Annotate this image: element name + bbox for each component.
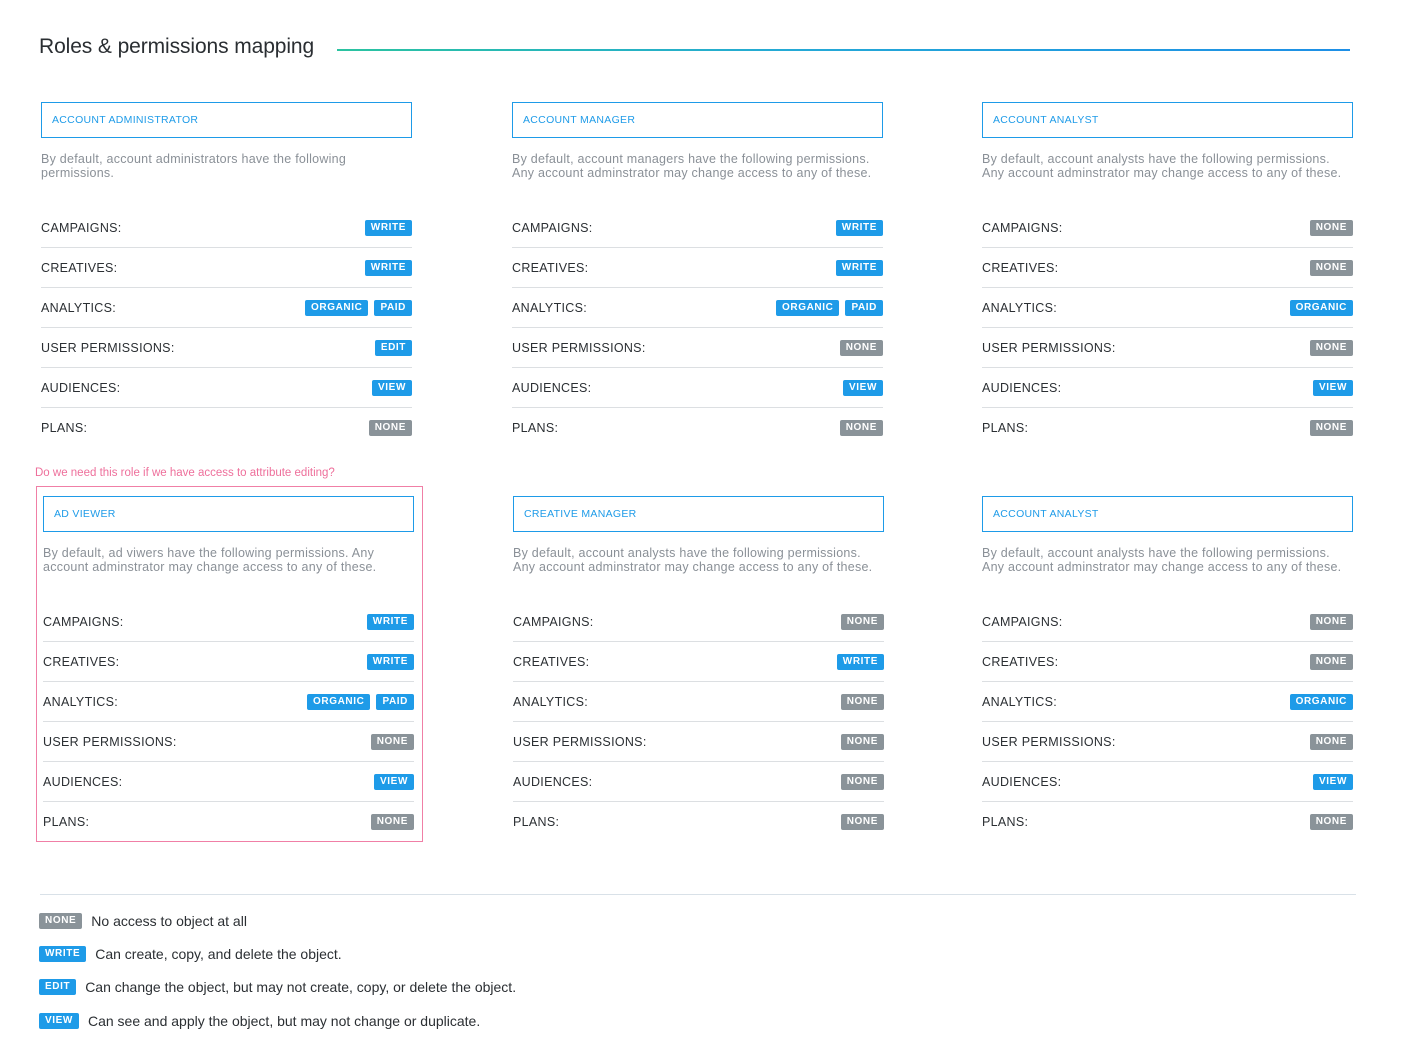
permission-row-plans: [512, 408, 883, 448]
permission-label: CAMPAIGNS:: [512, 220, 593, 235]
permission-row-plans: [41, 408, 412, 448]
permission-badges: [1310, 614, 1353, 630]
permission-label: ANALYTICS:: [982, 300, 1058, 315]
permission-row-creatives: [982, 642, 1353, 682]
none-badge: NONE: [1310, 734, 1353, 750]
permission-row-analytics: [513, 682, 884, 722]
permission-row-campaigns: [41, 208, 412, 248]
permission-label: CREATIVES:: [43, 654, 120, 669]
role-card-account-manager: [512, 102, 883, 448]
none-badge: NONE: [1310, 814, 1353, 830]
paid-badge: PAID: [374, 300, 412, 316]
view-badge: VIEW: [372, 380, 412, 396]
permission-label: PLANS:: [43, 815, 90, 829]
role-description: By default, account analysts have the following permissions. Any account adminstrator may change access to any of these.: [982, 152, 1342, 180]
paid-badge: PAID: [845, 300, 883, 316]
permission-badges: [841, 774, 884, 790]
permission-badges: [305, 300, 412, 316]
permission-row-user-permissions: [982, 722, 1353, 762]
permission-badges: [1310, 260, 1353, 276]
permission-label: PLANS:: [982, 815, 1029, 829]
permission-badges: [365, 220, 412, 236]
write-badge: WRITE: [367, 614, 414, 630]
permission-label: CREATIVES:: [41, 260, 118, 275]
page-header: [39, 34, 1351, 66]
none-badge: NONE: [1310, 614, 1353, 630]
permission-badges: [843, 380, 883, 396]
write-badge: WRITE: [365, 220, 412, 236]
permission-label: USER PERMISSIONS:: [513, 734, 647, 749]
role-title[interactable]: ACCOUNT ANALYST: [982, 102, 1353, 138]
permission-label: ANALYTICS:: [43, 694, 119, 709]
role-title[interactable]: ACCOUNT ADMINISTRATOR: [41, 102, 412, 138]
none-badge: NONE: [369, 420, 412, 436]
title-divider: [337, 49, 1350, 51]
permission-badges: [841, 814, 884, 830]
permission-row-creatives: [512, 248, 883, 288]
view-badge: VIEW: [39, 1013, 79, 1029]
permission-row-creatives: [43, 642, 414, 682]
permission-badges: [1310, 734, 1353, 750]
permission-badges: [1290, 694, 1353, 710]
permission-label: PLANS:: [982, 421, 1029, 435]
permission-label: AUDIENCES:: [513, 774, 593, 789]
paid-badge: PAID: [376, 694, 414, 710]
permission-badges: [776, 300, 883, 316]
permission-label: CREATIVES:: [513, 654, 590, 669]
permission-label: ANALYTICS:: [512, 300, 588, 315]
organic-badge: ORGANIC: [305, 300, 368, 316]
page-title: Roles & permissions mapping: [39, 35, 315, 58]
permission-label: ANALYTICS:: [41, 300, 117, 315]
permission-label: CAMPAIGNS:: [41, 220, 122, 235]
permission-badges: [371, 814, 414, 830]
review-comment: Do we need this role if we have access to attribute editing?: [35, 467, 335, 479]
permission-badges: [841, 614, 884, 630]
permission-row-campaigns: [512, 208, 883, 248]
permission-row-analytics: [982, 288, 1353, 328]
none-badge: NONE: [841, 814, 884, 830]
permission-row-campaigns: [982, 208, 1353, 248]
permission-row-creatives: [513, 642, 884, 682]
permission-label: CREATIVES:: [982, 654, 1059, 669]
permission-badges: [372, 380, 412, 396]
role-description: By default, account analysts have the following permissions. Any account adminstrator may change access to any of these.: [513, 546, 873, 574]
role-description: By default, account analysts have the following permissions. Any account adminstrator may change access to any of these.: [982, 546, 1342, 574]
view-badge: VIEW: [843, 380, 883, 396]
legend-row-none: [39, 913, 247, 929]
permission-badges: [841, 694, 884, 710]
none-badge: NONE: [1310, 340, 1353, 356]
permission-row-campaigns: [982, 602, 1353, 642]
role-title[interactable]: AD VIEWER: [43, 496, 414, 532]
permission-row-plans: [513, 802, 884, 842]
permission-label: USER PERMISSIONS:: [512, 340, 646, 355]
none-badge: NONE: [1310, 420, 1353, 436]
permission-row-audiences: [982, 368, 1353, 408]
permission-badges: [840, 340, 883, 356]
permission-label: CAMPAIGNS:: [982, 220, 1063, 235]
permission-row-user-permissions: [982, 328, 1353, 368]
permission-label: PLANS:: [41, 421, 88, 435]
role-card-creative-manager: [513, 496, 884, 842]
permission-badges: [1310, 814, 1353, 830]
permission-label: AUDIENCES:: [43, 774, 123, 789]
permission-row-audiences: [512, 368, 883, 408]
permission-row-analytics: [43, 682, 414, 722]
permission-row-user-permissions: [512, 328, 883, 368]
view-badge: VIEW: [374, 774, 414, 790]
organic-badge: ORGANIC: [1290, 694, 1353, 710]
permission-row-analytics: [41, 288, 412, 328]
permission-badges: [837, 654, 884, 670]
permission-list: [512, 208, 883, 448]
permission-row-plans: [43, 802, 414, 842]
permission-label: PLANS:: [512, 421, 559, 435]
permission-badges: [369, 420, 412, 436]
permission-label: CREATIVES:: [982, 260, 1059, 275]
organic-badge: ORGANIC: [1290, 300, 1353, 316]
permission-badges: [365, 260, 412, 276]
permission-row-campaigns: [513, 602, 884, 642]
role-description: By default, account managers have the following permissions. Any account adminstrator may change access to any of these.: [512, 152, 872, 180]
none-badge: NONE: [841, 774, 884, 790]
permission-badges: [307, 694, 414, 710]
permission-badges: [1310, 340, 1353, 356]
none-badge: NONE: [371, 814, 414, 830]
permission-row-audiences: [43, 762, 414, 802]
none-badge: NONE: [371, 734, 414, 750]
permission-label: AUDIENCES:: [41, 380, 121, 395]
none-badge: NONE: [841, 614, 884, 630]
permission-badges: [367, 654, 414, 670]
permission-badges: [367, 614, 414, 630]
legend-description: Can create, copy, and delete the object.: [95, 946, 342, 962]
permission-badges: [836, 260, 883, 276]
permission-label: AUDIENCES:: [982, 380, 1062, 395]
permission-badges: [841, 734, 884, 750]
permission-badges: [836, 220, 883, 236]
permission-badges: [1290, 300, 1353, 316]
permission-row-plans: [982, 408, 1353, 448]
role-title[interactable]: ACCOUNT MANAGER: [512, 102, 883, 138]
permission-row-audiences: [513, 762, 884, 802]
write-badge: WRITE: [367, 654, 414, 670]
permission-label: USER PERMISSIONS:: [41, 340, 175, 355]
role-card-account-analyst: [982, 102, 1353, 448]
permission-label: CAMPAIGNS:: [43, 614, 124, 629]
permission-label: USER PERMISSIONS:: [43, 734, 177, 749]
view-badge: VIEW: [1313, 774, 1353, 790]
permission-label: AUDIENCES:: [512, 380, 592, 395]
write-badge: WRITE: [836, 260, 883, 276]
write-badge: WRITE: [39, 946, 86, 962]
none-badge: NONE: [841, 734, 884, 750]
role-description: By default, account administrators have the following permissions.: [41, 152, 347, 180]
permission-row-user-permissions: [513, 722, 884, 762]
none-badge: NONE: [841, 694, 884, 710]
permission-list: [43, 602, 414, 842]
permission-row-analytics: [512, 288, 883, 328]
permission-badges: [1313, 774, 1353, 790]
permission-list: [513, 602, 884, 842]
write-badge: WRITE: [836, 220, 883, 236]
organic-badge: ORGANIC: [776, 300, 839, 316]
write-badge: WRITE: [365, 260, 412, 276]
permission-row-analytics: [982, 682, 1353, 722]
legend-row-write: [39, 946, 342, 962]
permission-row-campaigns: [43, 602, 414, 642]
permission-list: [982, 602, 1353, 842]
role-title[interactable]: ACCOUNT ANALYST: [982, 496, 1353, 532]
edit-badge: EDIT: [375, 340, 412, 356]
permission-badges: [1310, 220, 1353, 236]
permission-row-creatives: [982, 248, 1353, 288]
permission-row-creatives: [41, 248, 412, 288]
none-badge: NONE: [840, 340, 883, 356]
edit-badge: EDIT: [39, 979, 76, 995]
legend-row-view: [39, 1013, 480, 1029]
permission-badges: [1313, 380, 1353, 396]
permission-label: CAMPAIGNS:: [982, 614, 1063, 629]
permission-label: CREATIVES:: [512, 260, 589, 275]
permission-badges: [371, 734, 414, 750]
permission-list: [41, 208, 412, 448]
permission-row-user-permissions: [41, 328, 412, 368]
role-description: By default, ad viwers have the following permissions. Any account adminstrator may change access to any of these.: [43, 546, 377, 574]
role-card-account-analyst-2: [982, 496, 1353, 842]
legend-description: Can see and apply the object, but may not change or duplicate.: [87, 1013, 481, 1029]
none-badge: NONE: [1310, 220, 1353, 236]
legend-row-edit: [39, 979, 516, 995]
permission-row-audiences: [982, 762, 1353, 802]
permission-label: AUDIENCES:: [982, 774, 1062, 789]
role-card-ad-viewer: [43, 496, 414, 842]
legend-divider: [40, 894, 1356, 895]
permission-row-audiences: [41, 368, 412, 408]
permission-row-user-permissions: [43, 722, 414, 762]
legend-description: No access to object at all: [91, 913, 247, 929]
role-card-account-administrator: [41, 102, 412, 448]
none-badge: NONE: [1310, 260, 1353, 276]
none-badge: NONE: [840, 420, 883, 436]
permission-label: PLANS:: [513, 815, 560, 829]
permission-badges: [1310, 654, 1353, 670]
write-badge: WRITE: [837, 654, 884, 670]
permission-badges: [375, 340, 412, 356]
role-title[interactable]: CREATIVE MANAGER: [513, 496, 884, 532]
permission-label: ANALYTICS:: [982, 694, 1058, 709]
permission-badges: [374, 774, 414, 790]
permission-badges: [840, 420, 883, 436]
permission-label: USER PERMISSIONS:: [982, 734, 1116, 749]
legend-description: Can change the object, but may not create, copy, or delete the object.: [85, 979, 517, 995]
permission-label: CAMPAIGNS:: [513, 614, 594, 629]
none-badge: NONE: [39, 913, 82, 929]
permission-label: USER PERMISSIONS:: [982, 340, 1116, 355]
permission-label: ANALYTICS:: [513, 694, 589, 709]
permission-list: [982, 208, 1353, 448]
permission-badges: [1310, 420, 1353, 436]
organic-badge: ORGANIC: [307, 694, 370, 710]
none-badge: NONE: [1310, 654, 1353, 670]
permission-row-plans: [982, 802, 1353, 842]
view-badge: VIEW: [1313, 380, 1353, 396]
